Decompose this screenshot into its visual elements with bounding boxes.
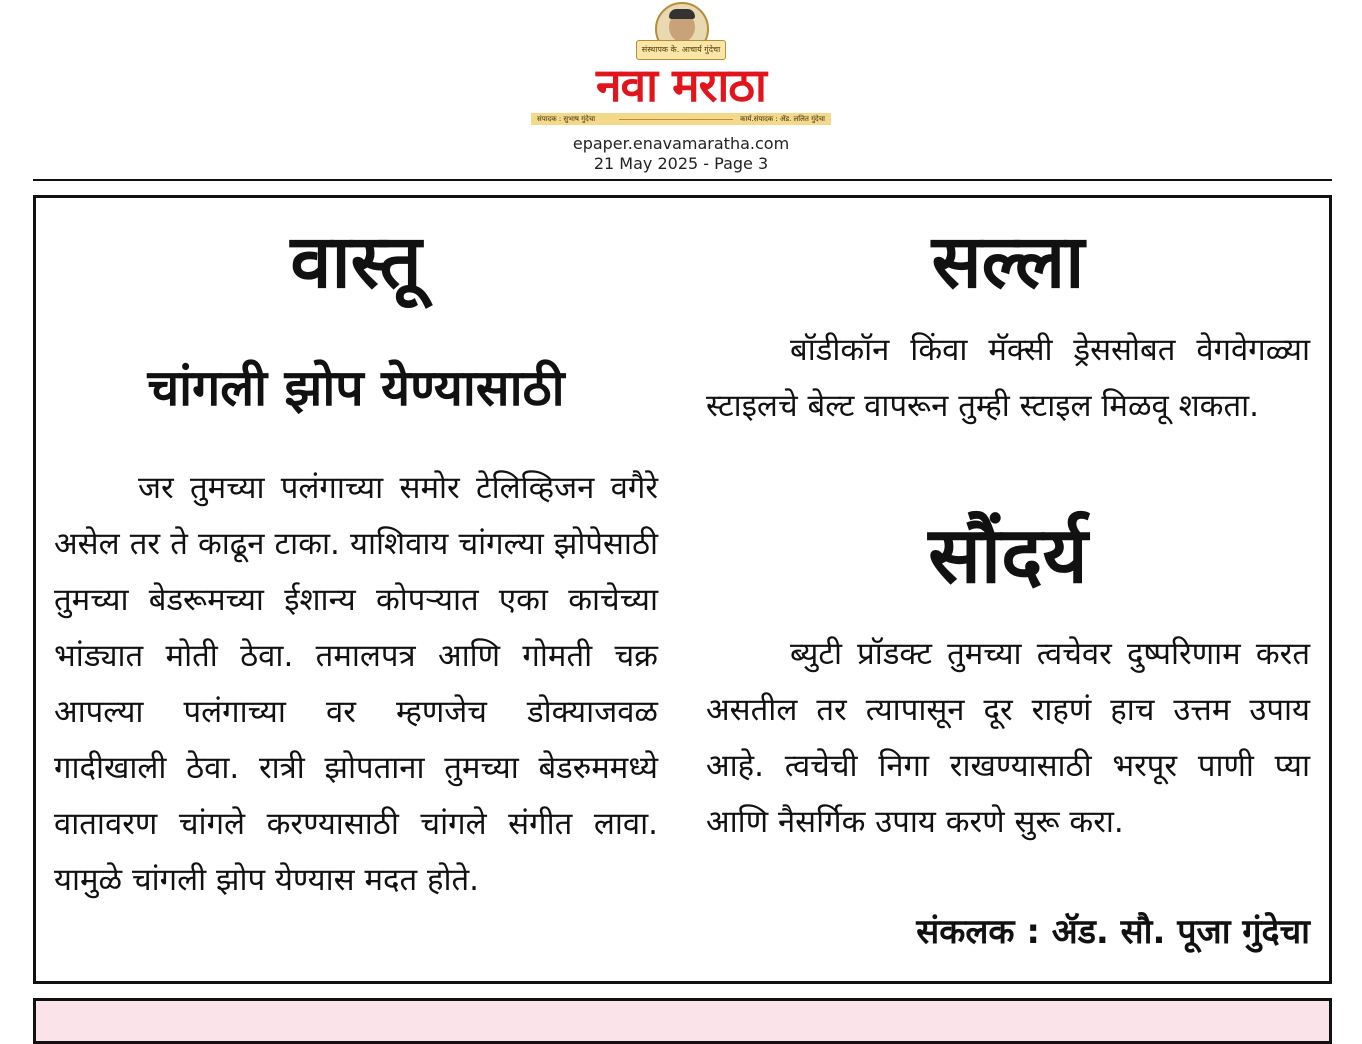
editor-credit: संपादक : सुभाष गुंदेचा — [537, 115, 596, 123]
saundarya-body: ब्युटी प्रॉडक्ट तुमच्या त्वचेवर दुष्परिणाम करत असतील तर त्यापासून दूर राहणं हाच उत्तम उपाय आहे. त्वचेची निगा राखण्यासाठी भरपूर पाणी प्या आणि नैसर्गिक उपाय करणे सुरू करा. — [706, 636, 1310, 840]
vastu-body: जर तुमच्या पलंगाच्या समोर टेलिव्हिजन वगैरे असेल तर ते काढून टाका. याशिवाय चांगल्या झोपेसाठी तुमच्या बेडरूमच्या ईशान्य कोपऱ्यात एका काचेच्या भांड्यात मोती ठेवा. तमालपत्र आणि गोमती चक्र आपल्या पलंगाच्या वर म्हणजेच डोक्याजवळ गादीखाली ठेवा. रात्री झोपताना तुमच्या बेडरुममध्ये वातावरण चांगले करण्यासाठी चांगले संगीत लावा. यामुळे चांगली झोप येण्यास मदत होते. — [54, 470, 658, 898]
salla-heading: सल्ला — [931, 219, 1085, 305]
site-url[interactable]: epaper.enavamaratha.com — [572, 134, 790, 153]
salla-body: बॉडीकॉन किंवा मॅक्सी ड्रेससोबत वेगवेगळ्या स्टाइलचे बेल्ट वापरून तुम्ही स्टाइल मिळवू शकता. — [706, 332, 1310, 424]
executive-editor-credit: कार्य.संपादक : ॲड. ललित गुंदेचा — [740, 115, 825, 123]
vastu-heading: वास्तू — [290, 219, 422, 305]
compiler-credit: संकलक : ॲड. सौ. पूजा गुंदेचा — [916, 912, 1310, 952]
header-divider — [33, 179, 1332, 181]
next-article-box — [33, 998, 1332, 1044]
founder-ribbon: संस्थापक के. आचार्य गुंदेचा — [636, 40, 726, 60]
saundarya-heading: सौंदर्य — [928, 511, 1088, 601]
logo-strip — [531, 113, 831, 125]
masthead — [0, 0, 1362, 178]
issue-date: 21 May 2025 - Page 3 — [593, 154, 769, 173]
article-box — [33, 195, 1332, 984]
logo-text: नवा मराठा — [596, 58, 766, 112]
newspaper-logo[interactable] — [531, 58, 831, 126]
vastu-subheading: चांगली झोप येण्यासाठी — [147, 359, 565, 417]
